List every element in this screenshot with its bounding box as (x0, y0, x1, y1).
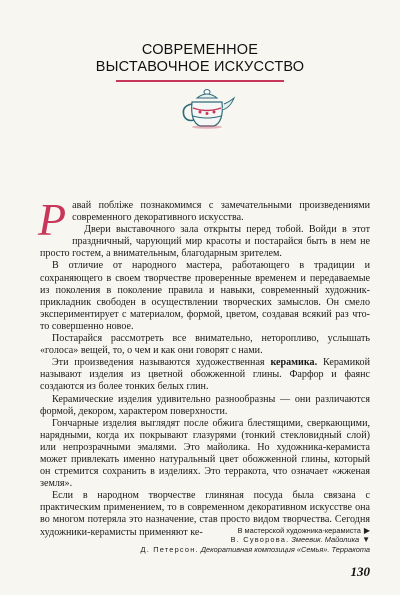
paragraph-5-text-a: Эти произведения называются художественная (52, 357, 271, 369)
paragraph-6: Керамические изделия удивительно разнообразны — они различаются формой, декором, характером поверхности. (40, 393, 370, 417)
paragraph-8: Если в народном творчестве глиняная посуда была связана с практическим применением, то в современном декоративном искусстве она во многом потеряла это назначение, став просто видом творчества. Сегодня художники-керамисты применяют ке- (40, 490, 370, 538)
paragraph-2: Двери выставочного зала открыты перед тобой. Войди в этот праздничный, чарующий мир красоты и постарайся быть в нем не просто гостем, а внимательным, благодарным зрителем. (40, 224, 370, 260)
figure-captions (70, 526, 370, 554)
chapter-title-line-2: ВЫСТАВОЧНОЕ ИСКУССТВО (95, 59, 305, 75)
arrow-down-icon: ▼ (362, 535, 370, 545)
paragraph-1-text: авай побліже познакомимся с замечательными произведениями современного декоративного искусства. (72, 200, 370, 224)
caption-3 (70, 545, 370, 554)
chapter-title-line-1: СОВРЕМЕННОЕ (141, 42, 259, 58)
title-underline (116, 80, 284, 82)
paragraph-4: Постарайся рассмотреть все внимательно, неторопливо, услышать «голоса» вещей, то, о чем и как они говорят с нами. (40, 333, 370, 357)
paragraph-3: В отличие от народного мастера, работающего в традиции и сохраняющего в своем творчестве проверенные временем и передаваемые из поколения в поколение правила и навыки, современный художник-прикладник свободен в осуществлении творческих замыслов. Он смело экспериментирует с материалом, формой, цветом, создавая всякий раз что-то совершенно новое. (40, 260, 370, 332)
paragraph-7: Гончарные изделия выглядят после обжига блестящими, сверкающими, нарядными, когда их покрывают глазурями (тонкий стекловидный слой) или непрозрачными эмалями. Это майолика. Но художника-керамиста может привлекать именно натуральный цвет обожженной глины, который он стремится сохранить в изделиях. Это терракота, что означает «жженая земля». (40, 417, 370, 490)
paragraph-5-text-b: Керамикой называют изделия из цветной обожженной глины. Фарфор и фаянс создаются из более тонких белых глин. (40, 357, 370, 393)
caption-3-title: Декоративная композиция «Семья». Терракота (200, 544, 370, 554)
drop-cap: Р (38, 194, 67, 245)
body-text (38, 194, 370, 539)
caption-1 (70, 526, 370, 535)
caption-2 (70, 535, 370, 544)
caption-2-title: Змеевик. Майолика (291, 535, 360, 545)
teapot-icon (178, 86, 236, 130)
chapter-title (0, 42, 400, 76)
caption-1-text: В мастерской художника-керамиста (237, 526, 361, 535)
page-number: 130 (350, 564, 370, 579)
paragraph-5 (40, 357, 370, 393)
caption-2-author: В. Суворова. (230, 535, 290, 545)
caption-3-author: Д. Петерсон. (140, 544, 199, 554)
arrow-right-icon: ▶ (363, 526, 370, 535)
term-ceramics: керамика. (270, 357, 318, 369)
